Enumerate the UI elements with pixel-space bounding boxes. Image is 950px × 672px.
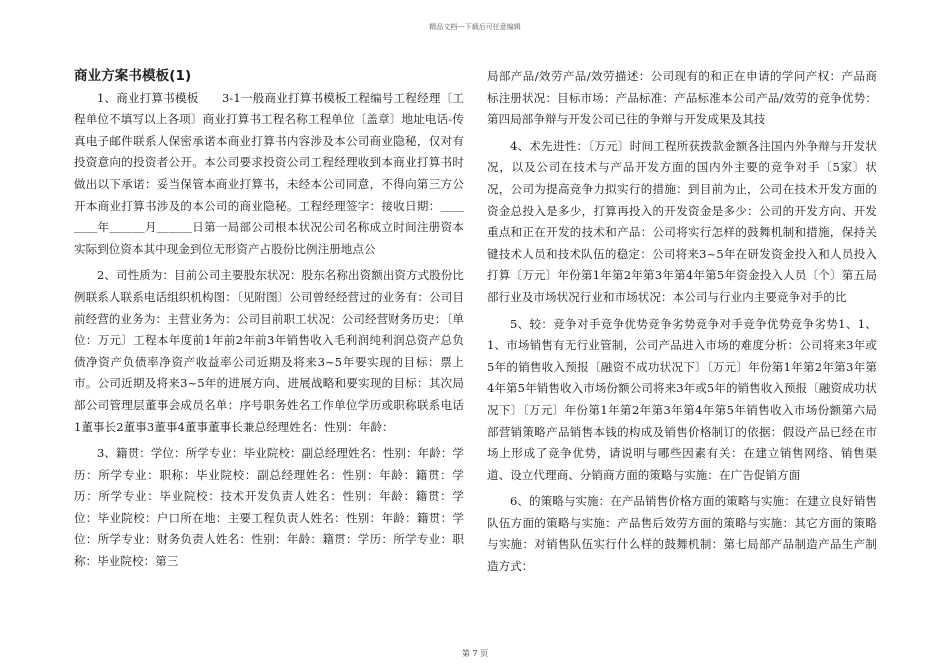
paragraph: 4、术先进性：〔万元〕时间工程所获拨款金额各注国内外争辩与开发状况，以及公司在技术与产品开发方面的国内外主要的竞争对手〔5家〕状况，公司为提高竞争力拟实行的措施：到目前为止，公司在技术开发方面的资金总投入是多少，打算再投入的开发资金是多少：公司的开发方向、开发重点和正在开发的技术和产品：公司将实行怎样的鼓舞机制和措施，保持关键技术人员和技术队伍的稳定：公司将来3~5年在研发资金投入和人员投入打算〔万元〕年份第1年第2年第3年第4年第5年资金投入人员〔个〕第五局部行业及市场状况行业和市场状况：本公司与行业内主要竞争对手的比 <box>487 138 877 304</box>
paragraph: 1、商业打算书模板 3-1一般商业打算书模板工程编号工程经理〔工程单位不填写以上各项〕商业打算书工程名称工程单位〔盖章〕地址电话-传真电子邮件联系人保密承诺本商业打算书内容涉及本公司商业隐秘，仅对有投资意向的投资者公开。本公司要求投资公司工程经理收到本商业打算书时做出以下承诺：妥当保管本商业打算书，未经本公司同意，不得向第三方公开本商业打算书涉及的本公司的商业隐秘。工程经理签字：接收日期：＿＿＿＿年＿＿＿月＿＿＿日第一局部公司根本状况公司名称成立时间注册资本实际到位资本其中现金到位无形资产占股份比例注册地点公 <box>74 90 464 256</box>
paragraph: 6、的策略与实施：在产品销售价格方面的策略与实施：在建立良好销售队伍方面的策略与实施：产品售后效劳方面的策略与实施：其它方面的策略与实施：对销售队伍实行什么样的鼓舞机制：第七局部产品制造产品生产制造方式： <box>487 494 878 574</box>
paragraph: 局部产品/效劳产品/效劳描述：公司现有的和正在申请的学问产权：产品商标注册状况：目标市场：产品标准：产品标准本公司产品/效劳的竞争优势：第四局部争辩与开发公司已往的争辩与开发成果及其技 <box>487 69 877 127</box>
right-column <box>487 66 877 583</box>
document-title: 商业方案书模板(1) <box>74 68 192 84</box>
paragraph: 2、司性质为：目前公司主要股东状况：股东名称出资额出资方式股份比例联系人联系电话组织机构图：〔见附图〕公司曾经经营过的业务有：公司目前经营的业务为：主营业务为：公司目前职工状况：公司经营财务历史：〔单位：万元〕工程本年度前1年前2年前3年销售收入毛利润纯利润总资产总负债净资产负债率净资产收益率公司近期及将来3~5年要实现的目标：票上市。公司近期及将来3~5年的进展方向、进展战略和要实现的目标：其次局部公司管理层董事会成员名单：序号职务姓名工作单位学历或职称联系电话1董事长2董事3董事4董事董事长兼总经理姓名：性别：年龄： <box>74 268 465 434</box>
paragraph: 3、籍贯：学位：所学专业：毕业院校：副总经理姓名：性别：年龄：学历：所学专业：职称：毕业院校：副总经理姓名：性别：年龄：籍贯：学历：所学专业：毕业院校：技术开发负责人姓名：性别：年龄：籍贯：学位：毕业院校：户口所在地：主要工程负责人姓名：性别：年龄：籍贯：学位：所学专业：财务负责人姓名：性别：年龄：籍贯：学历：所学专业：职称：毕业院校：第三 <box>74 446 465 569</box>
paragraph: 5、较：竞争对手竞争优势竞争劣势竞争对手竞争优势竞争劣势1、1、1、市场销售有无行业管制，公司产品进入市场的难度分析：公司将来3年或5年的销售收入预报〔融资不成功状况下〕〔万元〕年份第1年第2年第3年第4年第5年销售收入市场份额公司将来3年或5年的销售收入预报〔融资成功状况下〕〔万元〕年份第1年第2年第3年第4年第5年销售收入市场份额第六局部营销策略产品销售本钱的构成及销售价格制订的依据：假设产品已经在市场上形成了竞争优势，请说明与哪些因素有关：在建立销售网络、销售渠道、设立代理商、分销商方面的策略与实施：在广告促销方面 <box>487 316 877 482</box>
page-header: 精品文档---下载后可任意编辑 <box>429 23 521 31</box>
page-number: 第 7 页 <box>461 649 489 658</box>
left-column <box>74 66 464 578</box>
